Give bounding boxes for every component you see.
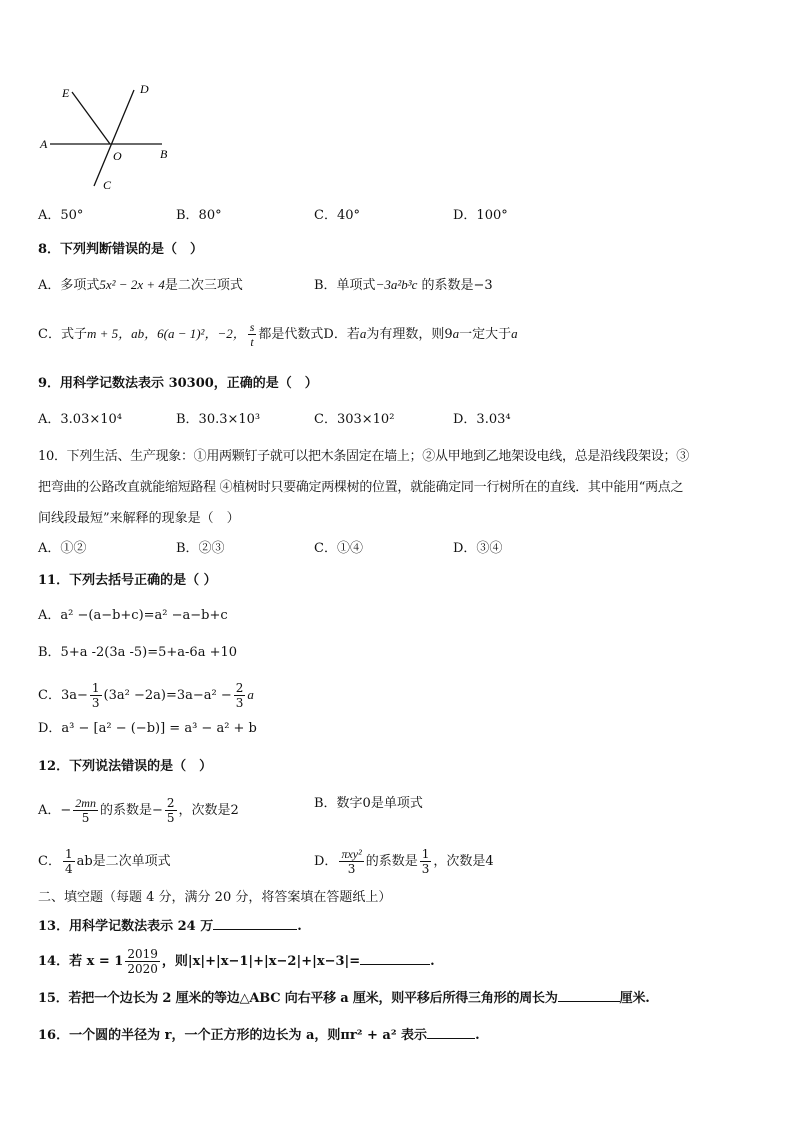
q10-line-2: 把弯曲的公路改直就能缩短路程 ④植树时只要确定两棵树的位置，就能确定同一行树所在的直线．其中能用“两点之 bbox=[38, 480, 684, 495]
label-b: B bbox=[160, 147, 168, 161]
label-o: O bbox=[113, 149, 122, 163]
q9-option-d: D．3.03⁴ bbox=[453, 412, 511, 427]
q11-option-b: B．5+a -2(3a -5)=5+a-6a +10 bbox=[38, 645, 238, 660]
q10-option-d: D．③④ bbox=[453, 541, 503, 556]
q8-option-cd: C．式子m + 5，ab，6(a − 1)²，−2， $\frac{s}{t}$ 都是代数式D．若a为有理数，则9a一定大于a bbox=[38, 320, 518, 349]
q15: 15．若把一个边长为 2 厘米的等边△ABC 向右平移 a 厘米，则平移后所得三角形的周长为 厘米. bbox=[38, 991, 650, 1006]
q12-option-b: B．数字0是单项式 bbox=[314, 796, 423, 811]
q11-option-d: D．a³ − [a² − (−b)] = a³ − a² + b bbox=[38, 721, 257, 736]
q7-option-b: B．80° bbox=[176, 208, 222, 223]
q12-option-a: A．− $\frac{2mn}{5}$ 的系数是− $\frac{2}{5}$ ，次数是2 bbox=[38, 796, 239, 825]
q15-answer-blank[interactable] bbox=[558, 989, 620, 1002]
q9-stem: 9．用科学记数法表示 30300，正确的是（ ） bbox=[38, 376, 318, 391]
q13-answer-blank[interactable] bbox=[213, 917, 297, 930]
q16: 16．一个圆的半径为 r，一个正方形的边长为 a，则πr² + a² 表示 . bbox=[38, 1028, 480, 1043]
q14: 14．若 x = 1 $\frac{2019}{2020}$ ，则|x|+|x−1|+|x−2|+|x−3|= . bbox=[38, 947, 435, 976]
q12-option-d: D． $\frac{\text{πxy²}}{3}$ 的系数是 $\frac{1}{3}$ ，次数是4 bbox=[314, 847, 494, 876]
q9-option-b: B．30.3×10³ bbox=[176, 412, 261, 427]
q11-stem: 11．下列去括号正确的是（ ） bbox=[38, 573, 217, 588]
label-e: E bbox=[62, 86, 70, 100]
line-eo bbox=[72, 92, 110, 144]
q10-option-a: A．①② bbox=[38, 541, 87, 556]
q11-option-a: A．a² −(a−b+c)=a² −a−b+c bbox=[38, 608, 228, 623]
label-a: A bbox=[40, 137, 48, 151]
q14-answer-blank[interactable] bbox=[360, 952, 430, 965]
q7-option-a: A．50° bbox=[38, 208, 84, 223]
q10-line-3: 间线段最短”来解释的现象是（ ） bbox=[38, 511, 240, 526]
q9-option-c: C．303×10² bbox=[314, 412, 395, 427]
q8-option-b: B．单项式−3a²b³c 的系数是−3 bbox=[314, 277, 493, 293]
section-heading: 二、填空题（每题 4 分，满分 20 分，将答案填在答题纸上） bbox=[38, 890, 392, 905]
q10-line-1: 10．下列生活、生产现象：①用两颗钉子就可以把木条固定在墙上；②从甲地到乙地架设电线，总是沿线段架设；③ bbox=[38, 449, 689, 464]
q7-option-d: D．100° bbox=[453, 208, 508, 223]
q7-option-c: C．40° bbox=[314, 208, 360, 223]
label-c: C bbox=[103, 178, 112, 192]
q10-option-b: B．②③ bbox=[176, 541, 225, 556]
q13: 13．用科学记数法表示 24 万 . bbox=[38, 919, 302, 934]
q8-option-a: A．多项式5x² − 2x + 4是二次三项式 bbox=[38, 277, 243, 293]
q9-option-a: A．3.03×10⁴ bbox=[38, 412, 122, 427]
line-cd bbox=[94, 90, 134, 186]
q10-option-c: C．①④ bbox=[314, 541, 363, 556]
q11-option-c: C．3a− $\frac{1}{3}$ (3a² −2a)=3a−a² − $\frac{2}{3}$ a bbox=[38, 681, 254, 710]
q12-option-c: C． $\frac{1}{4}$ ab是二次单项式 bbox=[38, 847, 171, 876]
q8-stem: 8．下列判断错误的是（ ） bbox=[38, 242, 204, 257]
q12-stem: 12．下列说法错误的是（ ） bbox=[38, 759, 213, 774]
angle-figure bbox=[36, 78, 186, 193]
label-d: D bbox=[140, 82, 149, 96]
q16-answer-blank[interactable] bbox=[427, 1026, 475, 1039]
